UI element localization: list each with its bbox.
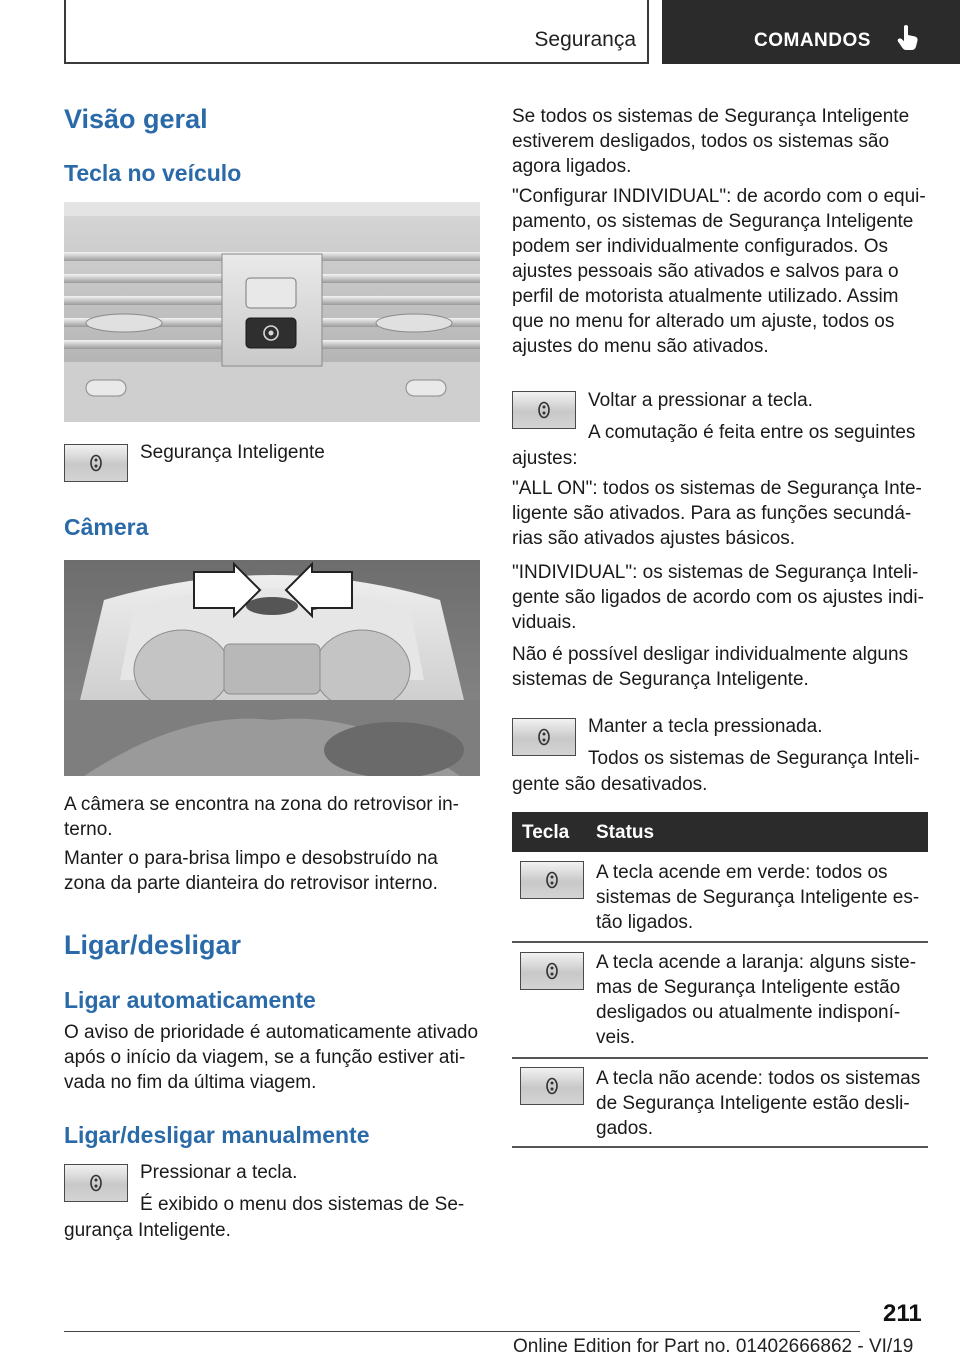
hold-result-text: Todos os sistemas de Segurança Inteli- xyxy=(588,748,920,769)
footer-rule xyxy=(64,1331,860,1332)
right-paragraph-configure: "Configurar INDIVIDUAL": de acordo com o equi- pamento, os sistemas de Segurança Inteligente podem ser individualmente configurados. Os ajustes pessoais são ativados e salvos para o perfil de motorista atualmente utilizado. Assim que no menu for alterado um ajuste, todos os ajustes do menu são ativados. xyxy=(512,186,926,357)
heading-manual-on-off: Ligar/desligar manualmente xyxy=(64,1122,370,1148)
driving-assistant-key-icon xyxy=(520,1067,584,1105)
press-again-step: Voltar a pressionar a tecla. xyxy=(588,390,813,411)
header-chapter-tab[interactable] xyxy=(662,0,960,64)
header-rule-left xyxy=(64,0,66,64)
right-paragraph-1: Se todos os sistemas de Segurança Inteligente estiverem desligados, todos os sistemas são agora ligados. xyxy=(512,106,910,177)
auto-paragraph: O aviso de prioridade é automaticamente ativado após o início da viagem, se a função estiver ati- vada no fim da última viagem. xyxy=(64,1022,479,1093)
page-title: Visão geral xyxy=(64,104,208,134)
page-number: 211 xyxy=(883,1300,922,1327)
table-row-divider xyxy=(512,941,928,943)
heading-auto-on: Ligar automaticamente xyxy=(64,987,316,1013)
vehicle-button-photo xyxy=(64,202,480,422)
switch-settings-text: A comutação é feita entre os seguintes xyxy=(588,422,916,443)
header-rule-bottom xyxy=(64,62,649,64)
header-chapter-label: COMANDOS xyxy=(754,30,871,51)
heading-key-in-vehicle: Tecla no veículo xyxy=(64,160,242,186)
table-row-divider xyxy=(512,1146,928,1148)
driving-assistant-key-icon xyxy=(64,444,128,482)
driving-assistant-key-icon xyxy=(520,861,584,899)
camera-paragraph-1: A câmera se encontra na zona do retrovisor in- terno. xyxy=(64,794,459,840)
table-row: A tecla acende em verde: todos os sistemas de Segurança Inteligente es- tão ligados. xyxy=(596,862,920,933)
driving-assistant-key-icon xyxy=(520,952,584,990)
table-row: A tecla não acende: todos os sistemas de Segurança Inteligente estão desli- gados. xyxy=(596,1068,921,1139)
table-row: A tecla acende a laranja: alguns siste- mas de Segurança Inteligente estão desligados ou atualmente indisponí- veis. xyxy=(596,952,917,1048)
hold-key-step: Manter a tecla pressionada. xyxy=(588,716,823,737)
manual-step-2: É exibido o menu dos sistemas de Se- xyxy=(140,1194,465,1215)
individual-paragraph: "INDIVIDUAL": os sistemas de Segurança Inteli- gente são ligados de acordo com os ajustes indi- viduais. xyxy=(512,562,924,633)
status-table-header xyxy=(512,812,928,852)
hold-result-text-cont: gente são desativados. xyxy=(512,774,708,795)
col-header-status: Status xyxy=(596,822,655,843)
pointing-hand-icon xyxy=(897,24,919,55)
camera-location-photo xyxy=(64,560,480,776)
all-on-paragraph: "ALL ON": todos os sistemas de Segurança Inte- ligente são ativados. Para as funções secundá- rias são ativados ajustes básicos. xyxy=(512,478,922,549)
key-caption: Segurança Inteligente xyxy=(140,442,325,463)
not-possible-paragraph: Não é possível desligar individualmente alguns sistemas de Segurança Inteligente. xyxy=(512,644,909,690)
heading-on-off: Ligar/desligar xyxy=(64,930,242,960)
manual-step-1: Pressionar a tecla. xyxy=(140,1162,298,1183)
heading-camera: Câmera xyxy=(64,514,149,540)
col-header-key: Tecla xyxy=(522,822,570,843)
manual-step-2-cont: gurança Inteligente. xyxy=(64,1220,231,1241)
header-rule-right xyxy=(647,0,649,64)
header-section-title: Segurança xyxy=(534,28,636,51)
switch-settings-text-cont: ajustes: xyxy=(512,448,578,469)
driving-assistant-key-icon xyxy=(64,1164,128,1202)
table-row-divider xyxy=(512,1057,928,1059)
footer-edition: Online Edition for Part no. 01402666862 - VI/19 xyxy=(513,1336,914,1357)
camera-paragraph-2: Manter o para-brisa limpo e desobstruído na zona da parte dianteira do retrovisor interno. xyxy=(64,848,438,894)
driving-assistant-key-icon xyxy=(512,718,576,756)
driving-assistant-key-icon xyxy=(512,391,576,429)
